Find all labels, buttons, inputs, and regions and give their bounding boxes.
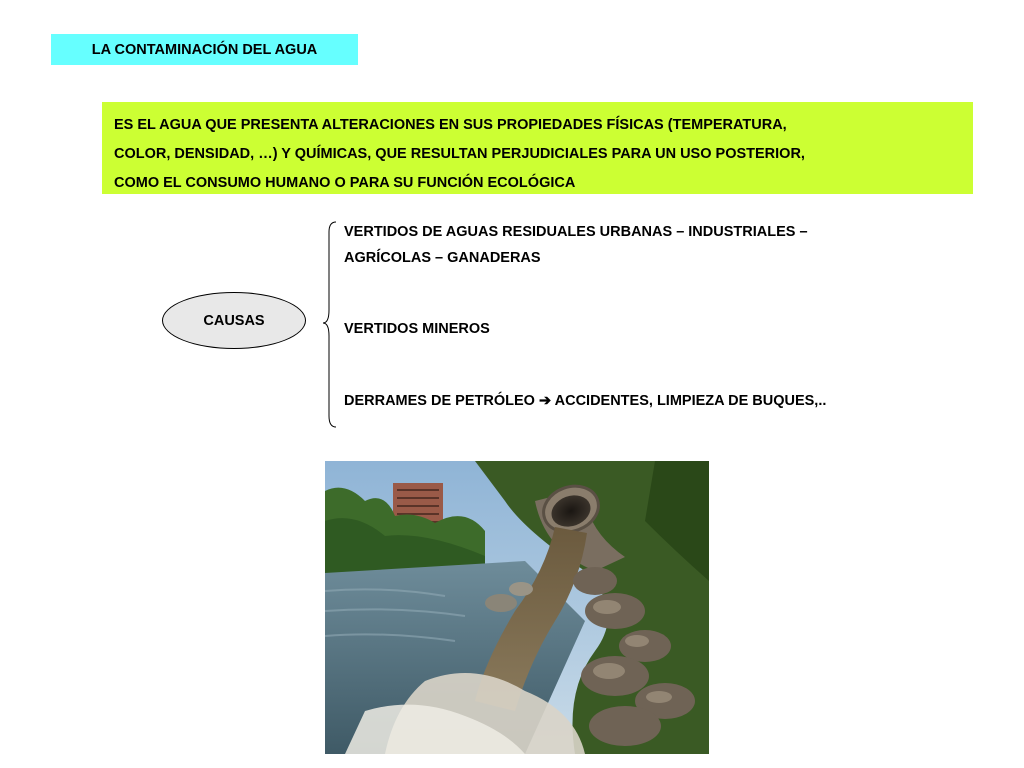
cause-item-wastewater-line-2: AGRÍCOLAS – GANADERAS <box>344 250 541 266</box>
cause-item-wastewater-line-1: VERTIDOS DE AGUAS RESIDUALES URBANAS – INDUSTRIALES – <box>344 224 808 240</box>
cause-item-oil-before: DERRAMES DE PETRÓLEO <box>344 393 535 409</box>
slide-title <box>51 34 358 65</box>
definition-line-1: ES EL AGUA QUE PRESENTA ALTERACIONES EN SUS PROPIEDADES FÍSICAS (TEMPERATURA, <box>114 117 787 133</box>
causes-ellipse <box>162 292 306 349</box>
sewage-pipe-photo <box>325 461 709 754</box>
curly-brace <box>318 220 340 430</box>
definition-line-2: COLOR, DENSIDAD, …) Y QUÍMICAS, QUE RESULTAN PERJUDICIALES PARA UN USO POSTERIOR, <box>114 146 805 162</box>
slide-title-text: LA CONTAMINACIÓN DEL AGUA <box>91 41 318 58</box>
cause-item-mining-text: VERTIDOS MINEROS <box>344 321 490 337</box>
cause-item-oil-after: ACCIDENTES, LIMPIEZA DE BUQUES,.. <box>554 393 827 409</box>
cause-item-mining <box>344 316 964 342</box>
causes-label: CAUSAS <box>203 312 265 329</box>
right-arrow-icon: ➔ <box>538 393 552 409</box>
cause-item-wastewater <box>344 219 964 271</box>
definition-line-3: COMO EL CONSUMO HUMANO O PARA SU FUNCIÓN ECOLÓGICA <box>114 175 576 191</box>
definition-box <box>102 102 973 194</box>
cause-item-oil-spills <box>344 388 964 414</box>
